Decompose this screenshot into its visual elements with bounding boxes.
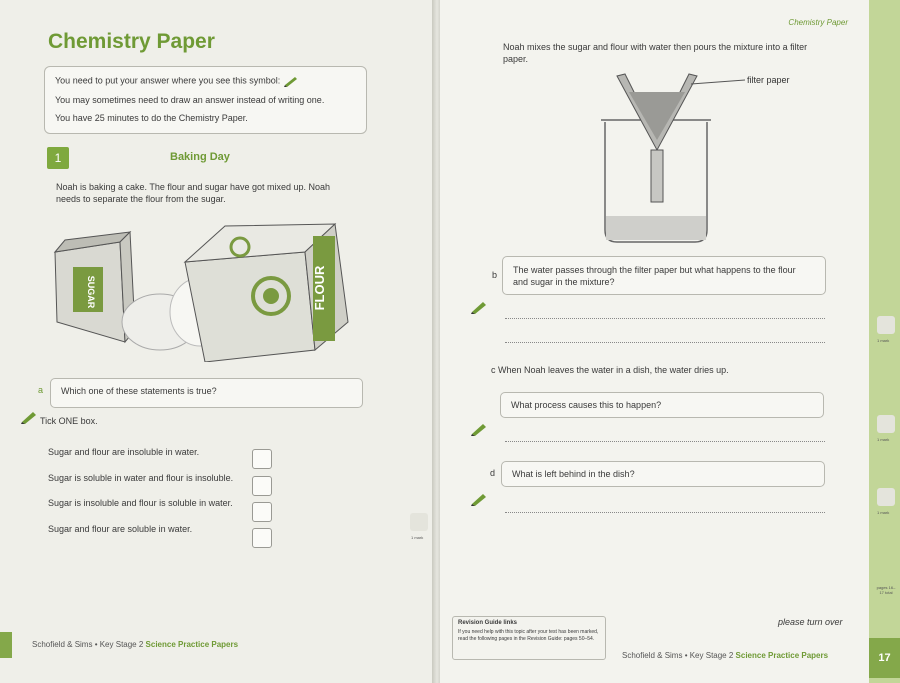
instruction-1: You need to put your answer where you see this symbol: [55, 75, 299, 87]
right-footer: Schofield & Sims • Key Stage 2 Science Practice Papers [622, 651, 829, 660]
part-b-letter: b [492, 270, 498, 280]
footer-product: Science Practice Papers [735, 651, 829, 660]
tick-box-3[interactable] [252, 502, 272, 522]
footer-product: Science Practice Papers [145, 640, 239, 649]
mark-box [877, 316, 895, 334]
page-title: Chemistry Paper [48, 30, 215, 53]
flour-bag-image [185, 224, 348, 362]
answer-line-c[interactable] [505, 441, 825, 442]
mark-label: 1 mark [877, 437, 890, 442]
question-intro: Noah is baking a cake. The flour and sugar have got mixed up. Noah needs to separate the flour from the sugar. [56, 182, 331, 204]
answer-line-d[interactable] [505, 512, 825, 513]
option-4: Sugar and flour are soluble in water. [48, 524, 193, 534]
pencil-icon [470, 492, 488, 506]
flour-sugar-illustration [45, 222, 355, 362]
right-intro: Noah mixes the sugar and flour with water then pours the mixture into a filter paper. [503, 42, 808, 64]
answer-line-b2[interactable] [505, 342, 825, 343]
part-c-question: What process causes this to happen? [511, 400, 662, 410]
mark-box [410, 513, 428, 531]
turn-over-note: please turn over [778, 617, 843, 627]
option-3: Sugar is insoluble and flour is soluble in water. [48, 498, 233, 508]
part-c-question-box [500, 392, 824, 418]
tick-box-2[interactable] [252, 476, 272, 496]
part-b-question: The water passes through the filter paper but what happens to the flour and sugar in the mixture? [513, 265, 796, 287]
footer-series: Key Stage 2 [99, 640, 144, 649]
part-b-question-box [502, 256, 826, 295]
flour-bag-label: FLOUR [312, 265, 327, 311]
part-d-letter: d [490, 468, 496, 478]
footer-series: Key Stage 2 [689, 651, 734, 660]
tick-box-1[interactable] [252, 449, 272, 469]
part-c-statement-text: When Noah leaves the water in a dish, the water dries up. [498, 365, 729, 375]
part-a-letter: a [38, 385, 44, 395]
option-2: Sugar is soluble in water and flour is insoluble. [48, 473, 234, 483]
running-header: Chemistry Paper [788, 18, 848, 27]
pencil-icon [283, 75, 299, 87]
tick-instruction: Tick ONE box. [40, 416, 98, 426]
filter-paper-label: filter paper [747, 75, 790, 85]
part-a-question: Which one of these statements is true? [61, 386, 217, 396]
part-c-statement [491, 365, 729, 375]
revision-title: Revision Guide links [458, 620, 518, 626]
part-d-question-box [501, 461, 825, 487]
part-c-letter: c [491, 365, 496, 375]
answer-line-b1[interactable] [505, 318, 825, 319]
page-number: 17 [869, 638, 900, 678]
tick-box-4[interactable] [252, 528, 272, 548]
revision-guide-box [452, 616, 606, 660]
pencil-icon [470, 422, 488, 436]
page-tab [0, 632, 12, 658]
mark-box [877, 415, 895, 433]
mark-box [877, 488, 895, 506]
mark-label: 1 mark [877, 338, 890, 343]
mark-label: 1 mark [877, 510, 890, 515]
left-footer: Schofield & Sims • Key Stage 2 Science Practice Papers [32, 640, 239, 649]
revision-text: If you need help with this topic after your test has been marked, read the following pages in the Revision Guide: pages 50–54. [458, 629, 599, 642]
part-a-question-box [50, 378, 363, 408]
footer-publisher: Schofield & Sims [622, 651, 683, 660]
question-title: Baking Day [170, 151, 230, 163]
instruction-3: You have 25 minutes to do the Chemistry Paper. [55, 113, 248, 123]
part-d-question: What is left behind in the dish? [512, 469, 635, 479]
question-number: 1 [47, 147, 69, 169]
mark-label: 1 mark [411, 535, 424, 540]
pencil-icon [470, 300, 488, 314]
instruction-2: You may sometimes need to draw an answer instead of writing one. [55, 95, 325, 105]
pencil-icon [20, 410, 38, 424]
footer-publisher: Schofield & Sims [32, 640, 93, 649]
option-1: Sugar and flour are insoluble in water. [48, 447, 200, 457]
instructions-box [44, 66, 367, 134]
filter-beaker-diagram [595, 70, 815, 250]
sugar-bag-label: SUGAR [86, 275, 96, 309]
left-page [0, 0, 434, 683]
pages-total-label: pages 16–17 total [876, 585, 896, 595]
